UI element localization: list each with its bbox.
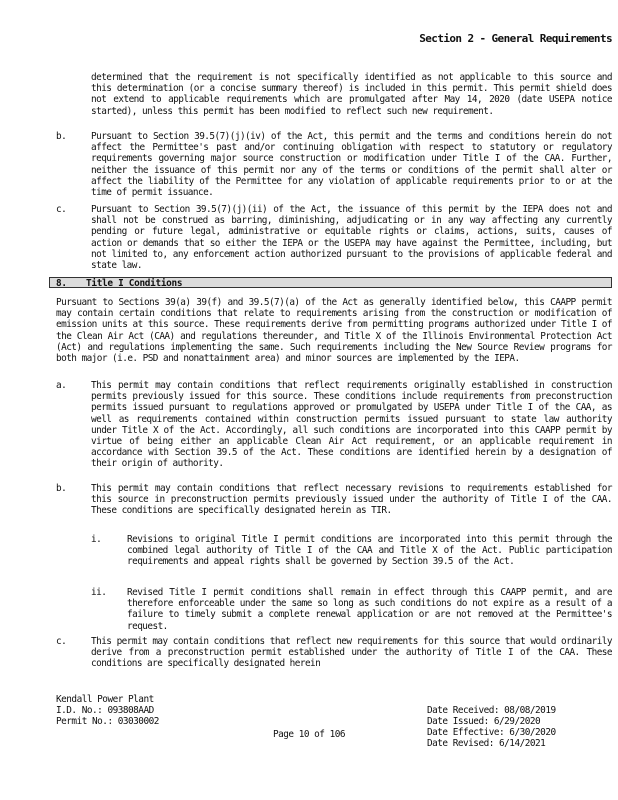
intro-paragraph: determined that the requirement is not specifically identified as not applicable to this source and this determination (or a concise summary thereof) is included in this permit. This permit shield does not extend to applicable requirements which are promulgated after May 14, 2020 (date USEPA notice started), unless this permit has been modified to reflect such new requirement.	[91, 72, 612, 117]
item-label-b-mid: b.	[56, 483, 67, 494]
section-intro-paragraph: Pursuant to Sections 39(a) 39(f) and 39.5(7)(a) of the Act as generally identified below, this CAAPP permit may contain certain conditions that relate to requirements arising from the construction or modification of emission units at this source. These requirements derive from permitting programs authorized under Title I of the Clean Air Act (CAA) and regulations thereunder, and Title X of the Illinois Environmental Protection Act (Act) and regulations implementing the same. Such requirements including the New Source Review programs for both major (i.e. PSD and nonattainment area) and minor sources are implemented by the IEPA.	[56, 297, 612, 365]
date-effective: Date Effective: 6/30/2020	[427, 727, 556, 738]
facility-name: Kendall Power Plant	[56, 694, 154, 705]
item-label-a: a.	[56, 380, 67, 391]
section-title: Title I Conditions	[86, 278, 183, 289]
section-number: 8.	[56, 278, 67, 289]
page-number: Page 10 of 106	[272, 729, 346, 740]
date-revised: Date Revised: 6/14/2021	[427, 738, 546, 749]
footer-left	[56, 694, 159, 727]
item-text-c-top: Pursuant to Section 39.5(7)(j)(ii) of the Act, the issuance of this permit by the IEPA does not and shall not be construed as barring, diminishing, adjudicating or in any way affecting any currently pending or future legal, administrative or equitable rights or claims, actions, suits, causes of action or demands that so either the IEPA or the USEPA may have against the Permittee, including, but not limited to, any enforcement action authorized pursuant to the provisions of applicable federal and state law.	[91, 204, 612, 272]
item-text-b-top: Pursuant to Section 39.5(7)(j)(iv) of the Act, this permit and the terms and conditions herein do not affect the Permittee's past and/or continuing obligation with respect to statutory or regulatory requirements governing major source construction or modification under Title I of the CAA. Further, neither the issuance of this permit nor any of the terms or conditions of the permit shall alter or affect the liability of the Permittee for any violation of applicable requirements prior to or at the time of permit issuance.	[91, 131, 612, 199]
item-label-c-bottom: c.	[56, 636, 67, 647]
item-text-a: This permit may contain conditions that reflect requirements originally established in construction permits previously issued for this source. These conditions include requirements from preconstruction permits issued pursuant to regulations approved or promulgated by USEPA under Title I of the CAA, as well as requirements contained within construction permits issued pursuant to state law authority under Title X of the Act. Accordingly, all such conditions are incorporated into this CAAPP permit by virtue of being either an applicable Clean Air Act requirement, or an applicable requirement in accordance with Section 39.5 of the Act. These conditions are identified herein by a designation of their origin of authority.	[91, 380, 612, 470]
section-header: Section 2 - General Requirements	[419, 32, 612, 45]
subitem-text-ii: Revised Title I permit conditions shall remain in effect through this CAAPP permit, and are therefore enforceable under the same so long as such conditions do not expire as a result of a failure to timely submit a complete renewal application or are not removed at the Permittee's request.	[127, 587, 612, 632]
date-issued: Date Issued: 6/29/2020	[427, 716, 541, 727]
id-number: I.D. No.: 093808AAD	[56, 705, 154, 716]
date-received: Date Received: 08/08/2019	[427, 705, 556, 716]
item-label-c-top: c.	[56, 204, 67, 215]
permit-number: Permit No.: 03030002	[56, 716, 159, 727]
footer-right	[427, 705, 556, 749]
item-label-b-top: b.	[56, 131, 67, 142]
subitem-label-ii: ii.	[91, 587, 107, 598]
item-text-c-bottom: This permit may contain conditions that reflect new requirements for this source that would ordinarily derive from a preconstruction permit established under the authority of Title I of the CAA. These conditions are specifically designated herein	[91, 636, 612, 670]
item-text-b-mid: This permit may contain conditions that reflect necessary revisions to requirements established for this source in preconstruction permits previously issued under the authority of Title I of the CAA. These conditions are specifically designated herein as TIR.	[91, 483, 612, 517]
subitem-text-i: Revisions to original Title I permit conditions are incorporated into this permit through the combined legal authority of Title I of the CAA and Title X of the Act. Public participation requirements and appeal rights shall be governed by Section 39.5 of the Act.	[127, 534, 612, 568]
subitem-label-i: i.	[91, 534, 102, 545]
section-heading	[49, 277, 612, 288]
